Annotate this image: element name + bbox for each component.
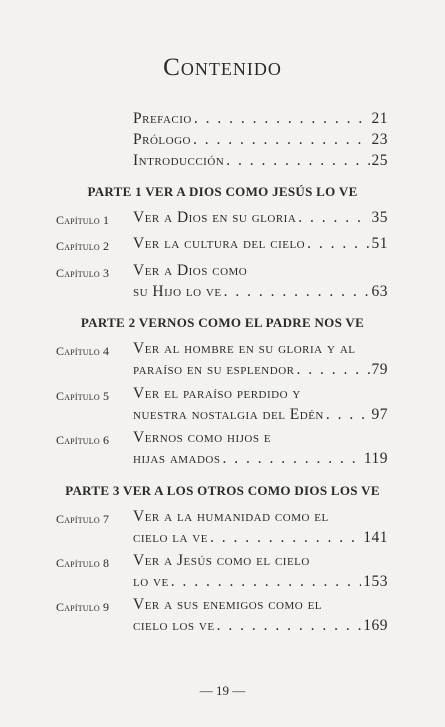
toc-entry-label: Prólogo [133,131,191,148]
chapter-title-line: Ver el paraíso perdido y [133,385,301,402]
toc-entry-introduccion [133,152,388,170]
toc-entry-page: 25 [371,152,388,169]
chapter-title [133,233,388,254]
chapter-title-line: Ver a Dios en su gloria [133,209,297,226]
chapter-label: Capítulo 7 [56,512,110,526]
page-number: — 19 — [199,683,246,698]
chapter-title-line: su Hijo lo ve [133,283,222,300]
chapter-title [133,427,388,469]
chapter-label: Capítulo 1 [56,213,110,227]
chapter-label: Capítulo 3 [56,266,110,280]
chapter-page: 119 [363,450,388,467]
chapter-page: 141 [363,529,388,546]
leader-dots [194,110,370,128]
chapter-title-line: cielo la ve [133,529,208,546]
chapter-title-line: Ver a la humanidad como el [133,508,329,525]
chapter-title [133,506,388,548]
leader-dots [296,359,369,380]
chapter-title-line: nuestra nostalgia del Edén [133,406,324,423]
toc-entry-prologo [133,131,388,149]
toc-entry-label: Introducción [133,152,225,169]
toc-entry-label: Prefacio [133,110,192,127]
chapter-title-line: lo ve [133,573,169,590]
toc-entry-prefacio [133,110,388,128]
chapter-title-line: hijas amados [133,450,221,467]
chapter-page: 63 [371,283,388,300]
chapter-page: 51 [371,235,388,252]
chapter-title-line: cielo los ve [133,617,215,634]
leader-dots [224,281,370,302]
chapter-label: Capítulo 8 [56,556,110,570]
chapter-title [133,383,388,425]
chapter-label: Capítulo 6 [56,433,110,447]
chapter-label: Capítulo 9 [56,600,110,614]
part-heading: PARTE 2 VERNOS COMO EL PADRE NOS VE [80,315,365,330]
chapter-title-line: Ver a Jesús como el cielo [133,552,310,569]
chapter-page: 97 [371,406,388,423]
chapter-page: 35 [371,209,388,226]
toc-entry-page: 21 [371,110,388,127]
chapter-title [133,207,388,228]
leader-dots [223,448,362,469]
page-title: Contenido [163,54,282,81]
chapter-page: 153 [363,573,388,590]
chapter-title-line: Ver la cultura del cielo [133,235,306,252]
leader-dots [326,404,370,425]
leader-dots [210,527,361,548]
chapter-title [133,260,388,302]
chapter-page: 169 [363,617,388,634]
chapter-title [133,594,388,636]
part-heading: PARTE 3 VER A LOS OTROS COMO DIOS LOS VE [65,483,380,498]
leader-dots [193,131,370,149]
chapter-title-line: Vernos como hijos e [133,429,272,446]
toc-entry-page: 23 [371,131,388,148]
leader-dots [217,615,362,636]
chapter-page: 79 [371,361,388,378]
leader-dots [171,571,362,592]
leader-dots [298,207,369,228]
chapter-title-line: Ver a sus enemigos como el [133,596,323,613]
leader-dots [307,233,369,254]
part-heading: PARTE 1 VER A DIOS COMO JESÚS LO VE [87,184,358,199]
chapter-title-line: paraíso en su esplendor [133,361,295,378]
chapter-label: Capítulo 2 [56,239,110,253]
leader-dots [226,152,369,170]
chapter-title-line: Ver a Dios como [133,262,248,279]
chapter-title-line: Ver al hombre en su gloria y al [133,340,356,357]
chapter-title [133,338,388,380]
chapter-label: Capítulo 5 [56,389,110,403]
chapter-label: Capítulo 4 [56,344,110,358]
chapter-title [133,550,388,592]
